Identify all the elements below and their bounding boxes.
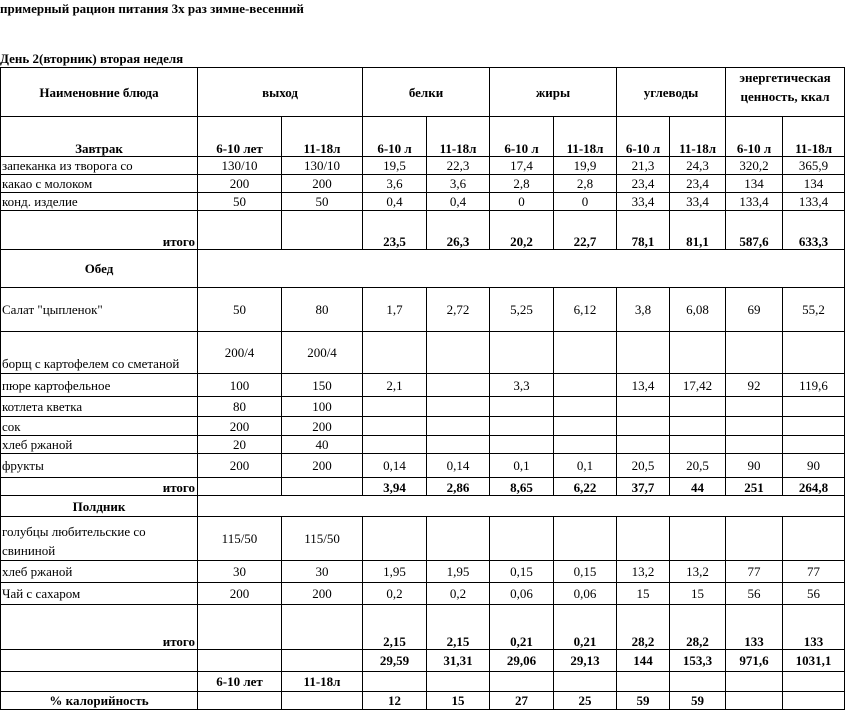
value-cell: 200: [282, 583, 363, 605]
dish-name: сок: [1, 417, 198, 436]
empty-cell: [198, 650, 282, 672]
value-cell: 200: [198, 454, 282, 478]
value-cell: [670, 397, 726, 417]
grand-total-value: 29,59: [363, 650, 427, 672]
percent-row: [1, 692, 845, 710]
total-value: 44: [670, 478, 726, 496]
total-value: 28,2: [670, 605, 726, 650]
dish-name: фрукты: [1, 454, 198, 478]
section-row: [1, 250, 845, 288]
value-cell: 0,1: [554, 454, 617, 478]
value-cell: 200: [282, 175, 363, 193]
value-cell: 0,14: [363, 454, 427, 478]
value-cell: [554, 517, 617, 561]
value-cell: [670, 417, 726, 436]
value-cell: 200: [282, 417, 363, 436]
value-cell: [490, 436, 554, 454]
section-breakfast: Завтрак: [1, 117, 198, 157]
value-cell: 50: [198, 193, 282, 211]
age-fat-2: 11-18л: [554, 117, 617, 157]
value-cell: [783, 417, 845, 436]
value-cell: 56: [783, 583, 845, 605]
table-row: [1, 157, 845, 175]
percent-value: 12: [363, 692, 427, 710]
percent-label: % калорийность: [1, 692, 198, 710]
value-cell: 3,6: [363, 175, 427, 193]
value-cell: [783, 517, 845, 561]
total-value: 6,22: [554, 478, 617, 496]
grand-total-row: [1, 650, 845, 672]
value-cell: 19,5: [363, 157, 427, 175]
value-cell: [783, 332, 845, 374]
document-title: примерный рацион питания 3х раз зимне-весенний: [0, 1, 304, 16]
value-cell: 115/50: [198, 517, 282, 561]
value-cell: [490, 517, 554, 561]
table-row: [1, 417, 845, 436]
empty-cell: [198, 496, 845, 517]
empty-cell: [282, 478, 363, 496]
value-cell: [726, 397, 783, 417]
empty-cell: [427, 672, 490, 692]
value-cell: 15: [617, 583, 670, 605]
section-lunch: Обед: [1, 250, 198, 288]
value-cell: 365,9: [783, 157, 845, 175]
age-carbs-2: 11-18л: [670, 117, 726, 157]
value-cell: 320,2: [726, 157, 783, 175]
value-cell: 17,4: [490, 157, 554, 175]
value-cell: 3,6: [427, 175, 490, 193]
empty-cell: [198, 605, 282, 650]
total-value: 0,21: [554, 605, 617, 650]
dish-name: какао с молоком: [1, 175, 198, 193]
value-cell: 21,3: [617, 157, 670, 175]
table-row: [1, 454, 845, 478]
value-cell: 0,2: [363, 583, 427, 605]
empty-cell: [617, 672, 670, 692]
value-cell: 0,14: [427, 454, 490, 478]
value-cell: 100: [282, 397, 363, 417]
value-cell: 20,5: [617, 454, 670, 478]
grand-total-value: 971,6: [726, 650, 783, 672]
value-cell: 23,4: [670, 175, 726, 193]
dish-name: хлеб ржаной: [1, 561, 198, 583]
table-row: [1, 175, 845, 193]
total-value: 20,2: [490, 211, 554, 250]
empty-cell: [282, 692, 363, 710]
empty-cell: [363, 672, 427, 692]
value-cell: [363, 517, 427, 561]
value-cell: 200: [198, 583, 282, 605]
value-cell: 40: [282, 436, 363, 454]
value-cell: [427, 332, 490, 374]
grand-total-value: 29,13: [554, 650, 617, 672]
value-cell: [363, 436, 427, 454]
value-cell: 0,06: [554, 583, 617, 605]
value-cell: 134: [726, 175, 783, 193]
empty-cell: [726, 672, 783, 692]
empty-cell: [198, 211, 282, 250]
dish-name: котлета кветка: [1, 397, 198, 417]
value-cell: [617, 332, 670, 374]
total-value: 22,7: [554, 211, 617, 250]
header-fat: жиры: [490, 68, 617, 117]
empty-cell: [490, 672, 554, 692]
table-row: [1, 193, 845, 211]
value-cell: [490, 332, 554, 374]
age-output-1: 6-10 лет: [198, 117, 282, 157]
value-cell: 6,12: [554, 288, 617, 332]
value-cell: 200: [282, 454, 363, 478]
total-value: 28,2: [617, 605, 670, 650]
value-cell: 133,4: [783, 193, 845, 211]
value-cell: 24,3: [670, 157, 726, 175]
value-cell: 0: [554, 193, 617, 211]
grand-total-value: 31,31: [427, 650, 490, 672]
table-row: [1, 374, 845, 397]
total-value: 2,86: [427, 478, 490, 496]
percent-value: 15: [427, 692, 490, 710]
value-cell: [783, 397, 845, 417]
age-protein-1: 6-10 л: [363, 117, 427, 157]
grand-total-value: 153,3: [670, 650, 726, 672]
empty-cell: [198, 478, 282, 496]
value-cell: 2,8: [490, 175, 554, 193]
table-row: [1, 332, 845, 374]
value-cell: [617, 397, 670, 417]
age-protein-2: 11-18л: [427, 117, 490, 157]
value-cell: 55,2: [783, 288, 845, 332]
value-cell: 200/4: [198, 332, 282, 374]
dish-name: борщ с картофелем со сметаной: [1, 332, 198, 374]
table-row: [1, 583, 845, 605]
age-fat-1: 6-10 л: [490, 117, 554, 157]
header-protein: белки: [363, 68, 490, 117]
value-cell: 80: [282, 288, 363, 332]
value-cell: 17,42: [670, 374, 726, 397]
total-value: 251: [726, 478, 783, 496]
dish-name: конд. изделие: [1, 193, 198, 211]
value-cell: 0,15: [490, 561, 554, 583]
total-value: 8,65: [490, 478, 554, 496]
section-row: [1, 496, 845, 517]
value-cell: 1,7: [363, 288, 427, 332]
percent-header-row: [1, 672, 845, 692]
value-cell: [363, 332, 427, 374]
grand-total-value: 1031,1: [783, 650, 845, 672]
value-cell: 33,4: [617, 193, 670, 211]
total-label: итого: [1, 605, 198, 650]
total-row: [1, 478, 845, 496]
value-cell: [554, 374, 617, 397]
day-subtitle: День 2(вторник) вторая неделя: [0, 51, 184, 66]
value-cell: 13,2: [670, 561, 726, 583]
empty-cell: [282, 605, 363, 650]
value-cell: [427, 417, 490, 436]
value-cell: [617, 517, 670, 561]
value-cell: 77: [726, 561, 783, 583]
value-cell: [726, 436, 783, 454]
value-cell: [783, 436, 845, 454]
value-cell: 150: [282, 374, 363, 397]
percent-value: [783, 692, 845, 710]
value-cell: 3,3: [490, 374, 554, 397]
value-cell: 30: [198, 561, 282, 583]
total-value: 78,1: [617, 211, 670, 250]
value-cell: 20: [198, 436, 282, 454]
table-row: [1, 561, 845, 583]
value-cell: 1,95: [363, 561, 427, 583]
value-cell: 0,4: [363, 193, 427, 211]
dish-name: Чай с сахаром: [1, 583, 198, 605]
header-dish: Наименовние блюда: [1, 68, 198, 117]
value-cell: 134: [783, 175, 845, 193]
section-snack: Полдник: [1, 496, 198, 517]
dish-name: пюре картофельное: [1, 374, 198, 397]
total-value: 633,3: [783, 211, 845, 250]
value-cell: 100: [198, 374, 282, 397]
value-cell: [427, 397, 490, 417]
total-value: 587,6: [726, 211, 783, 250]
value-cell: [554, 397, 617, 417]
value-cell: 23,4: [617, 175, 670, 193]
value-cell: [490, 417, 554, 436]
value-cell: [490, 397, 554, 417]
total-row: [1, 605, 845, 650]
percent-age-1: 6-10 лет: [198, 672, 282, 692]
empty-cell: [282, 211, 363, 250]
value-cell: 33,4: [670, 193, 726, 211]
total-value: 81,1: [670, 211, 726, 250]
value-cell: [617, 417, 670, 436]
value-cell: 0,06: [490, 583, 554, 605]
value-cell: 0: [490, 193, 554, 211]
header-output: выход: [198, 68, 363, 117]
value-cell: [427, 374, 490, 397]
age-row: [1, 117, 845, 157]
value-cell: [554, 436, 617, 454]
empty-cell: [198, 692, 282, 710]
value-cell: 119,6: [783, 374, 845, 397]
table-row: [1, 517, 845, 561]
percent-value: 27: [490, 692, 554, 710]
percent-value: 59: [617, 692, 670, 710]
value-cell: [726, 417, 783, 436]
value-cell: [554, 332, 617, 374]
age-output-2: 11-18л: [282, 117, 363, 157]
grand-total-value: 144: [617, 650, 670, 672]
empty-cell: [1, 650, 198, 672]
header-energy: энергетическая ценность, ккал: [726, 68, 845, 117]
total-label: итого: [1, 211, 198, 250]
value-cell: 130/10: [198, 157, 282, 175]
empty-cell: [282, 650, 363, 672]
total-value: 3,94: [363, 478, 427, 496]
value-cell: 50: [282, 193, 363, 211]
table-row: [1, 288, 845, 332]
value-cell: 69: [726, 288, 783, 332]
value-cell: 5,25: [490, 288, 554, 332]
total-row: [1, 211, 845, 250]
value-cell: [670, 436, 726, 454]
percent-value: 25: [554, 692, 617, 710]
value-cell: 77: [783, 561, 845, 583]
value-cell: 20,5: [670, 454, 726, 478]
table-row: [1, 397, 845, 417]
value-cell: 19,9: [554, 157, 617, 175]
age-energy-2: 11-18л: [783, 117, 845, 157]
total-value: 37,7: [617, 478, 670, 496]
percent-age-2: 11-18л: [282, 672, 363, 692]
value-cell: [427, 517, 490, 561]
header-carbs: углеводы: [617, 68, 726, 117]
empty-cell: [783, 672, 845, 692]
ration-table: [0, 67, 845, 710]
total-value: 2,15: [427, 605, 490, 650]
total-value: 133: [783, 605, 845, 650]
value-cell: [670, 332, 726, 374]
total-value: 0,21: [490, 605, 554, 650]
value-cell: [363, 397, 427, 417]
value-cell: 92: [726, 374, 783, 397]
value-cell: 90: [783, 454, 845, 478]
header-row: [1, 68, 845, 117]
value-cell: 1,95: [427, 561, 490, 583]
value-cell: [670, 517, 726, 561]
value-cell: 50: [198, 288, 282, 332]
value-cell: 0,2: [427, 583, 490, 605]
total-value: 23,5: [363, 211, 427, 250]
value-cell: 2,72: [427, 288, 490, 332]
value-cell: 90: [726, 454, 783, 478]
value-cell: [363, 417, 427, 436]
value-cell: [726, 332, 783, 374]
empty-cell: [670, 672, 726, 692]
value-cell: 6,08: [670, 288, 726, 332]
value-cell: 13,4: [617, 374, 670, 397]
dish-name: хлеб ржаной: [1, 436, 198, 454]
value-cell: 0,15: [554, 561, 617, 583]
age-carbs-1: 6-10 л: [617, 117, 670, 157]
value-cell: 200/4: [282, 332, 363, 374]
empty-cell: [554, 672, 617, 692]
total-value: 264,8: [783, 478, 845, 496]
value-cell: 15: [670, 583, 726, 605]
grand-total-value: 29,06: [490, 650, 554, 672]
value-cell: 80: [198, 397, 282, 417]
value-cell: 200: [198, 417, 282, 436]
value-cell: 0,1: [490, 454, 554, 478]
empty-cell: [1, 672, 198, 692]
value-cell: 30: [282, 561, 363, 583]
empty-cell: [198, 250, 845, 288]
value-cell: 133,4: [726, 193, 783, 211]
total-value: 26,3: [427, 211, 490, 250]
total-value: 2,15: [363, 605, 427, 650]
value-cell: 0,4: [427, 193, 490, 211]
value-cell: 13,2: [617, 561, 670, 583]
percent-value: 59: [670, 692, 726, 710]
value-cell: 56: [726, 583, 783, 605]
total-value: 133: [726, 605, 783, 650]
dish-name: голубцы любительские со свининой: [1, 517, 198, 561]
value-cell: 2,8: [554, 175, 617, 193]
total-label: итого: [1, 478, 198, 496]
value-cell: [617, 436, 670, 454]
percent-value: [726, 692, 783, 710]
value-cell: 22,3: [427, 157, 490, 175]
dish-name: запеканка из творога со: [1, 157, 198, 175]
age-energy-1: 6-10 л: [726, 117, 783, 157]
value-cell: [554, 417, 617, 436]
value-cell: 115/50: [282, 517, 363, 561]
value-cell: 2,1: [363, 374, 427, 397]
value-cell: 200: [198, 175, 282, 193]
value-cell: [427, 436, 490, 454]
dish-name: Салат "цыпленок": [1, 288, 198, 332]
table-row: [1, 436, 845, 454]
value-cell: 130/10: [282, 157, 363, 175]
value-cell: [726, 517, 783, 561]
value-cell: 3,8: [617, 288, 670, 332]
